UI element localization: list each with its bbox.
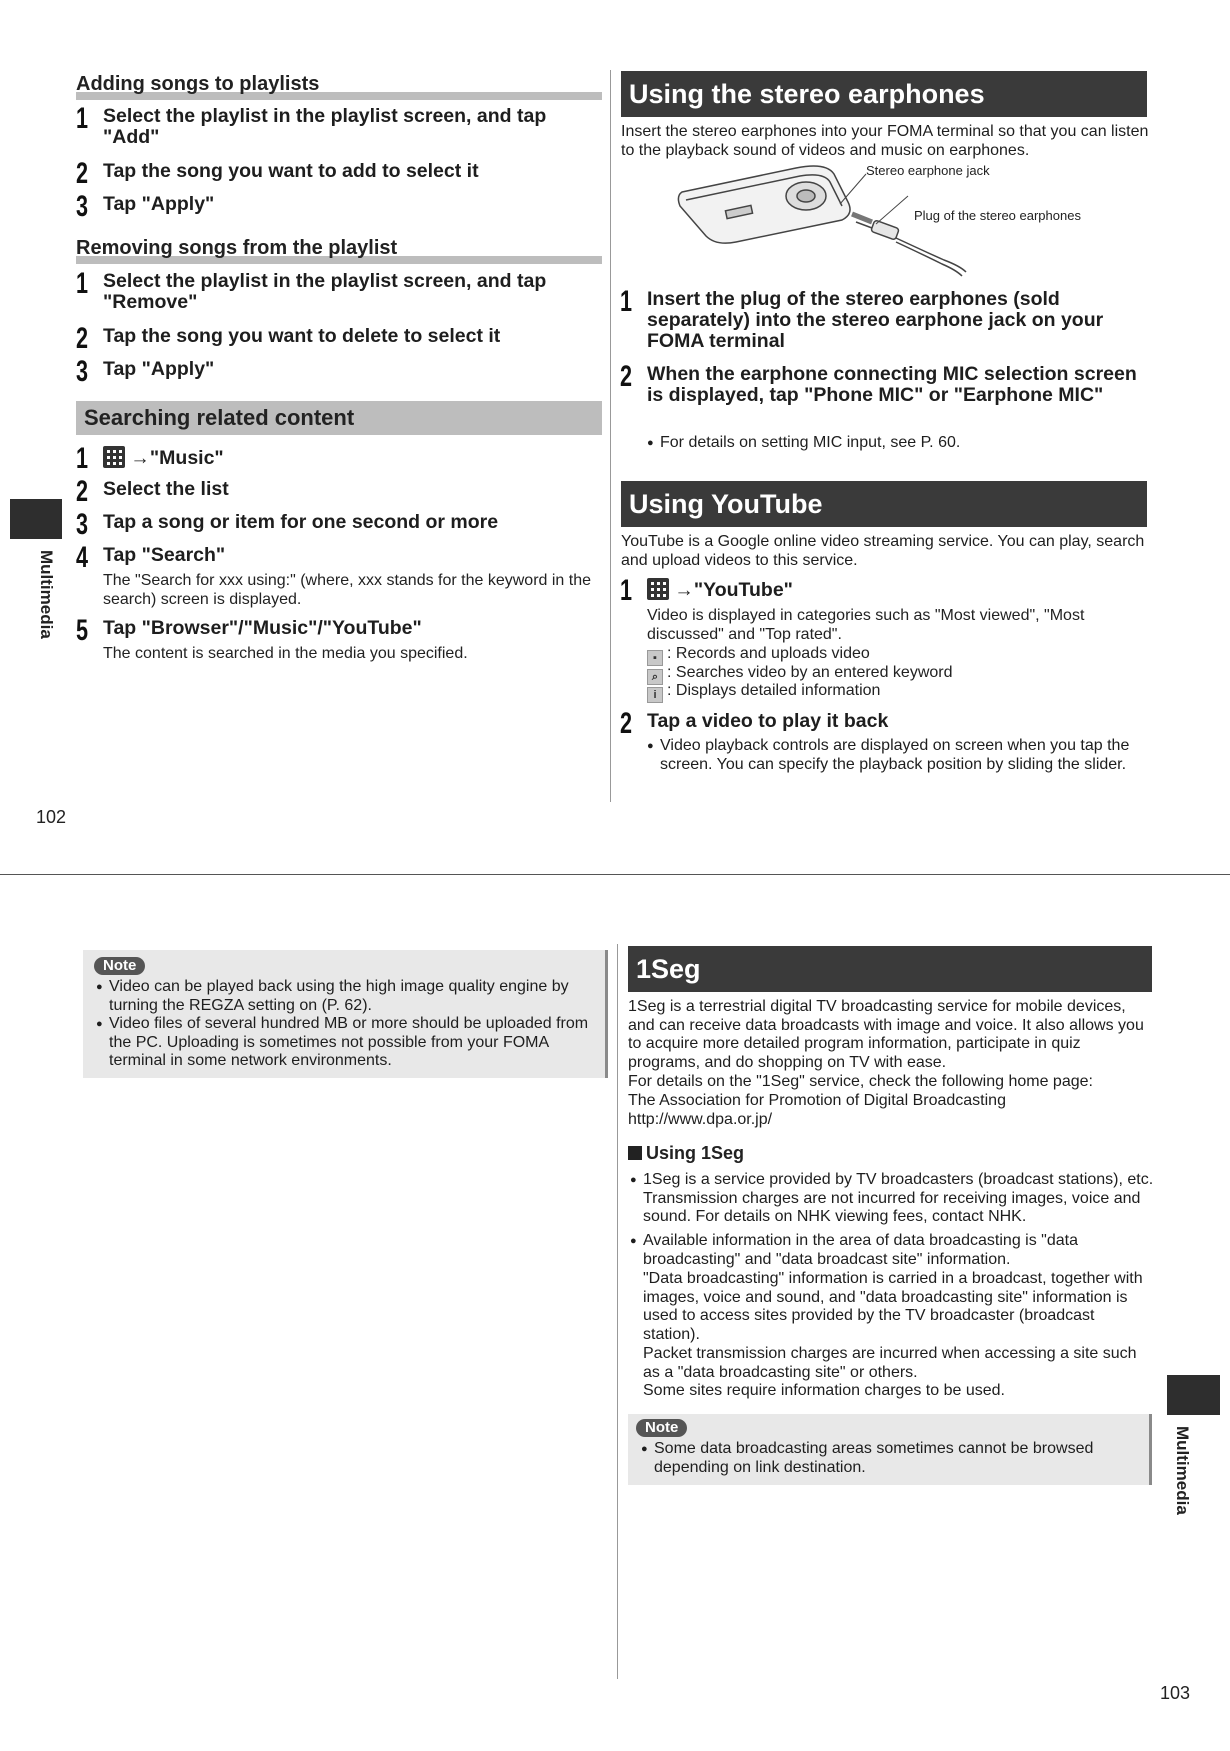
info-icon: i <box>647 687 663 703</box>
earphones-step-2: 2 When the earphone connecting MIC selection screen is displayed, tap "Phone MIC" or "Earphone MIC" <box>620 360 1137 406</box>
oneseg-bullet-2-cont-3: Some sites require information charges to be used. <box>643 1382 1005 1399</box>
oneseg-bullet-1: ● 1Seg is a service provided by TV broadcasters (broadcast stations), etc. Transmission charges are not incurred for receiving images, voice and sound. For details on NHK viewing fees, contact NHK. <box>630 1171 1154 1226</box>
youtube-heading: Using YouTube <box>621 481 1147 527</box>
searching-step-2: 2 Select the list <box>76 475 229 508</box>
page-number-102: 102 <box>36 807 67 827</box>
column-divider <box>610 70 611 802</box>
side-label-multimedia: Multimedia <box>37 550 56 639</box>
youtube-intro: YouTube is a Google online video streaming service. You can play, search and upload videos to this service. <box>621 533 1145 569</box>
oneseg-bullet-2: ● Available information in the area of data broadcasting is "data broadcasting" and "data broadcast site" information. <box>630 1232 1078 1268</box>
using-oneseg-heading: Using 1Seg <box>628 1143 744 1164</box>
searching-step-3: 3 Tap a song or item for one second or more <box>76 508 499 541</box>
adding-songs-heading: Adding songs to playlists <box>76 70 602 100</box>
removing-songs-heading: Removing songs from the playlist <box>76 234 602 264</box>
stereo-jack-label: Stereo earphone jack <box>866 163 990 178</box>
searching-step-5: 5 Tap "Browser"/"Music"/"YouTube" <box>76 614 422 647</box>
bullet-dot: ● <box>96 981 103 993</box>
note-label-right: Note <box>636 1419 687 1437</box>
youtube-icon-info-row: i : Displays detailed information <box>647 682 1127 703</box>
jack-leader-line <box>840 174 866 204</box>
bullet-dot: ● <box>630 1174 637 1186</box>
page-number-103: 103 <box>1160 1683 1191 1703</box>
searching-related-heading: Searching related content <box>76 401 602 435</box>
side-label-multimedia-103: Multimedia <box>1173 1426 1192 1515</box>
bullet-dot: ● <box>647 437 654 449</box>
adding-step-1: 1 Select the playlist in the playlist screen, and tap "Add" <box>76 102 547 148</box>
oneseg-details-line: For details on the "1Seg" service, check the following home page: <box>628 1073 1093 1090</box>
searching-step-4-body: The "Search for xxx using:" (where, xxx stands for the keyword in the search) screen is displayed. <box>103 572 592 608</box>
plug-figure <box>856 220 966 276</box>
insert-arrow <box>852 214 872 222</box>
oneseg-intro: 1Seg is a terrestrial digital TV broadcasting service for mobile devices, and can receive data broadcasts with image and voice. It also allows you to acquire more detailed program information, participate in quiz programs, and do shopping on TV with ease. <box>628 998 1144 1072</box>
oneseg-bullet-2-cont-1: "Data broadcasting" information is carried in a broadcast, together with images, voice and sound, and "data broadcasting site" information is used to access sites provided by the TV broadcaster (broadcast station). <box>643 1270 1143 1344</box>
side-tab-marker-103 <box>1167 1375 1220 1415</box>
note-left-bullet-1: ● Video can be played back using the high image quality engine by turning the REGZA setting on (P. 62). <box>96 978 569 1014</box>
earphones-step-1: 1 Insert the plug of the stereo earphones (sold separately) into the stereo earphone jack on your FOMA terminal <box>620 285 1104 352</box>
apps-menu-icon <box>647 578 669 600</box>
plug-label: Plug of the stereo earphones <box>914 208 1081 223</box>
oneseg-url-link[interactable]: http://www.dpa.or.jp/ <box>628 1111 773 1128</box>
oneseg-association: The Association for Promotion of Digital Broadcasting <box>628 1092 1006 1109</box>
phone-body-figure <box>678 166 850 243</box>
oneseg-heading: 1Seg <box>628 946 1152 992</box>
bullet-dot: ● <box>641 1443 648 1455</box>
adding-step-3: 3 Tap "Apply" <box>76 190 215 223</box>
side-tab-marker <box>10 499 62 539</box>
removing-step-1: 1 Select the playlist in the playlist screen, and tap "Remove" <box>76 267 547 313</box>
youtube-step-1: 1 →"YouTube" <box>620 574 793 607</box>
record-upload-icon: ▪ <box>647 650 663 666</box>
plug-leader-line <box>876 196 908 224</box>
note-left-bullet-2: ● Video files of several hundred MB or more should be uploaded from the PC. Uploading is sometimes not possible from your FOMA terminal in some network environments. <box>96 1015 589 1070</box>
column-divider-103 <box>617 944 618 1679</box>
searching-step-5-body: The content is searched in the media you specified. <box>103 645 468 662</box>
removing-step-3: 3 Tap "Apply" <box>76 355 215 388</box>
youtube-step-2: 2 Tap a video to play it back <box>620 707 889 740</box>
bullet-dot: ● <box>96 1018 103 1030</box>
adding-step-2: 2 Tap the song you want to add to select it <box>76 157 479 190</box>
searching-step-1: 1 →"Music" <box>76 442 224 475</box>
oneseg-bullet-2-cont-2: Packet transmission charges are incurred when accessing a site such as a "data broadcasting site" or others. <box>643 1345 1137 1381</box>
youtube-icon-records-row: ▪ : Records and uploads video <box>647 645 1127 666</box>
earphones-step-2-bullet: ● For details on setting MIC input, see P. 60. <box>647 434 961 451</box>
youtube-step-1-body: Video is displayed in categories such as "Most viewed", "Most discussed" and "Top rated". <box>647 607 1085 643</box>
apps-menu-icon <box>103 446 125 468</box>
youtube-step-2-bullet: ● Video playback controls are displayed on screen when you tap the screen. You can specify the playback position by sliding the slider. <box>647 737 1130 773</box>
searching-step-4: 4 Tap "Search" <box>76 541 226 574</box>
bullet-dot: ● <box>630 1235 637 1247</box>
removing-step-2: 2 Tap the song you want to delete to select it <box>76 322 501 355</box>
youtube-icon-search-row: ⌕ : Searches video by an entered keyword <box>647 664 1127 685</box>
square-marker-icon <box>628 1146 642 1160</box>
earphones-intro: Insert the stereo earphones into your FOMA terminal so that you can listen to the playback sound of videos and music on earphones. <box>621 123 1149 159</box>
page-separator <box>0 874 1230 875</box>
earphones-heading: Using the stereo earphones <box>621 71 1147 117</box>
bullet-dot: ● <box>647 740 654 752</box>
search-icon: ⌕ <box>647 669 663 685</box>
note-label-left: Note <box>94 957 145 975</box>
note-right-bullet: ● Some data broadcasting areas sometimes cannot be browsed depending on link destination. <box>641 1440 1094 1476</box>
